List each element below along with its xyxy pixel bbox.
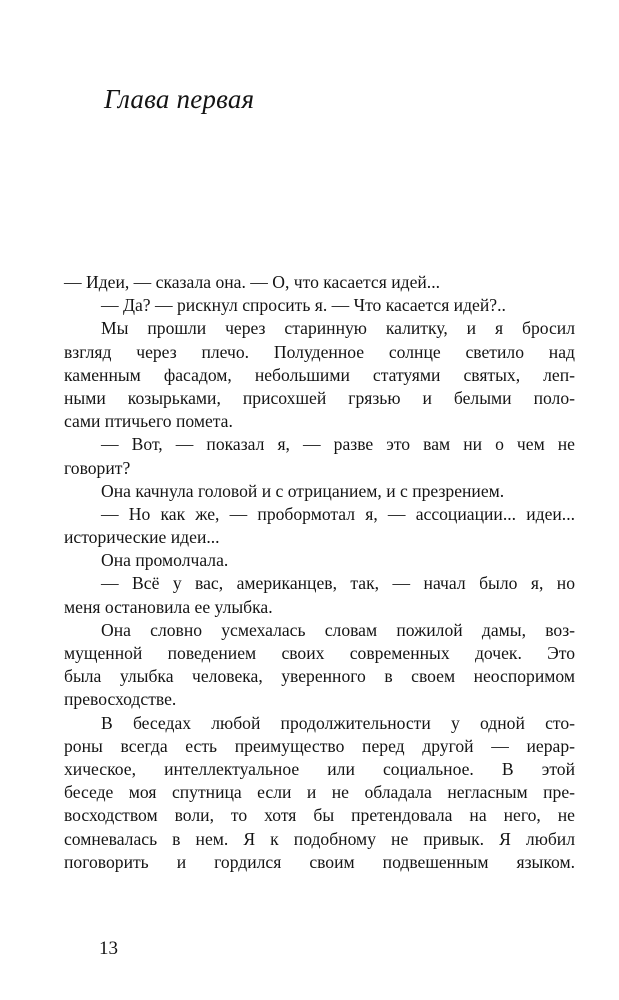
text-line: — Но как же, — пробормотал я, — ассоциации... идеи... [101,503,575,524]
text-line: восходством воли, то хотя бы претендовала на него, не [64,805,575,826]
text-line: сами птичьего помета. [64,411,233,432]
chapter-title: Глава первая [104,84,255,114]
text-line: сомневалась в нем. Я к подобному не привык. Я любил [64,828,575,849]
text-line: — Идеи, — сказала она. — О, что касается идей... [64,272,440,292]
text-line: каменным фасадом, небольшими статуями святых, леп- [64,364,575,385]
body-text [64,271,575,874]
page-number: 13 [99,938,118,959]
text-line: меня остановила ее улыбка. [64,596,273,617]
text-line: мущенной поведением своих современных дочек. Это [64,643,575,663]
text-line: Она промолчала. [101,550,229,571]
text-line: превосходстве. [64,689,177,710]
text-line: Она качнула головой и с отрицанием, и с презрением. [101,480,505,501]
text-line: ными козырьками, присохшей грязью и белыми поло- [64,387,575,408]
text-line: Она словно усмехалась словам пожилой дамы, воз- [101,619,575,640]
text-line: В беседах любой продолжительности у одной сто- [101,712,575,733]
text-line: — Всё у вас, американцев, так, — начал было я, но [101,573,575,594]
text-line: — Да? — рискнул спросить я. — Что касается идей?.. [101,295,506,316]
text-line: взгляд через плечо. Полуденное солнце светило над [64,341,575,362]
text-line: беседе моя спутница если и не обладала негласным пре- [64,782,575,803]
text-line: — Вот, — показал я, — разве это вам ни о чем не [101,434,575,455]
text-line: хическое, интеллектуальное или социальное. В этой [64,758,575,779]
text-line: Мы прошли через старинную калитку, и я бросил [101,318,575,339]
text-line: поговорить и гордился своим подвешенным языком. [64,851,575,872]
text-line: говорит? [64,457,131,478]
text-line: роны всегда есть преимущество перед другой — иерар- [64,735,575,756]
text-line: была улыбка человека, уверенного в своем неоспоримом [64,666,575,687]
text-line: исторические идеи... [64,527,220,548]
